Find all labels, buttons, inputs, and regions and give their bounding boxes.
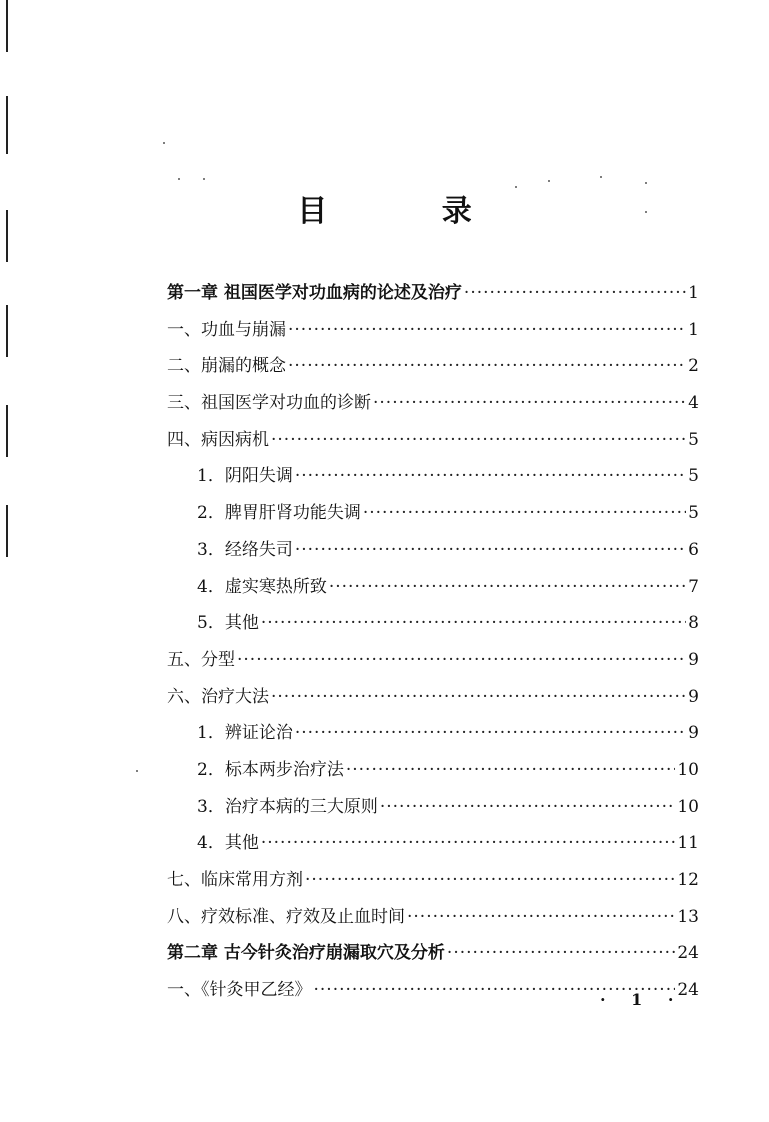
dot-leader bbox=[288, 312, 686, 349]
dot-leader bbox=[346, 752, 676, 789]
toc-entry-page: 12 bbox=[677, 870, 699, 890]
dot-leader bbox=[271, 422, 686, 459]
toc-entry-page: 9 bbox=[688, 649, 699, 670]
scan-edge-mark bbox=[6, 96, 8, 154]
toc-entry-page: 8 bbox=[688, 613, 699, 634]
dot-leader bbox=[373, 385, 686, 422]
toc-title: 目 录 bbox=[297, 194, 524, 229]
toc-entry[interactable] bbox=[167, 312, 699, 349]
scan-speck bbox=[178, 178, 180, 180]
toc-entry-label: 一、功血与崩漏 bbox=[167, 319, 286, 340]
scan-speck bbox=[203, 178, 205, 180]
toc-subentry[interactable] bbox=[167, 532, 699, 569]
toc-entry[interactable] bbox=[167, 679, 699, 716]
scan-speck bbox=[548, 180, 550, 182]
toc-subentry[interactable] bbox=[167, 569, 699, 606]
toc-entry[interactable] bbox=[167, 642, 699, 679]
toc-entry-label: 一、《针灸甲乙经》 bbox=[167, 980, 312, 1001]
toc-entry-label: 六、治疗大法 bbox=[167, 686, 269, 707]
scan-edge-mark bbox=[6, 0, 8, 52]
toc-entry-page: 9 bbox=[688, 686, 699, 707]
dot-leader bbox=[295, 715, 686, 752]
toc-entry-page: 4 bbox=[688, 393, 699, 414]
toc-entry-label: 第一章 祖国医学对功血病的论述及治疗 bbox=[167, 283, 462, 303]
dot-leader bbox=[305, 862, 675, 899]
dot-leader bbox=[288, 348, 686, 385]
dot-leader bbox=[407, 899, 675, 936]
toc-subentry[interactable] bbox=[167, 458, 699, 495]
toc-entry[interactable] bbox=[167, 899, 699, 936]
toc-entry-label: 4．其他 bbox=[197, 833, 259, 854]
scan-speck bbox=[136, 770, 138, 772]
toc-entry-label: 1．阴阳失调 bbox=[197, 466, 293, 487]
toc-entry-page: 13 bbox=[677, 906, 699, 927]
toc-entry[interactable] bbox=[167, 385, 699, 422]
toc-entry[interactable] bbox=[167, 422, 699, 459]
toc-subentry[interactable] bbox=[167, 825, 699, 862]
toc-entry-label: 3．经络失司 bbox=[197, 539, 293, 560]
dot-leader bbox=[464, 275, 686, 312]
toc-entry-label: 三、祖国医学对功血的诊断 bbox=[167, 393, 371, 414]
toc-entry-page: 10 bbox=[677, 796, 699, 817]
toc-entry[interactable] bbox=[167, 348, 699, 385]
dot-leader bbox=[261, 605, 686, 642]
toc-entry-page: 24 bbox=[677, 980, 699, 1001]
toc-entry-label: 五、分型 bbox=[167, 649, 235, 670]
toc-entry-page: 9 bbox=[688, 723, 699, 744]
dot-leader bbox=[447, 935, 675, 972]
toc-entry-page: 1 bbox=[688, 319, 699, 340]
toc-entry-label: 七、临床常用方剂 bbox=[167, 870, 303, 890]
toc-subentry[interactable] bbox=[167, 495, 699, 532]
toc-entry[interactable] bbox=[167, 862, 699, 899]
scan-edge-mark bbox=[6, 505, 8, 557]
toc-entry-label: 2．标本两步治疗法 bbox=[197, 759, 344, 780]
toc-entry-label: 二、崩漏的概念 bbox=[167, 356, 286, 377]
toc-entry-chapter-1[interactable] bbox=[167, 275, 699, 312]
toc-subentry[interactable] bbox=[167, 752, 699, 789]
dot-leader bbox=[261, 825, 676, 862]
toc-entry-label: 1．辨证论治 bbox=[197, 723, 293, 744]
dot-leader bbox=[271, 679, 686, 716]
dot-leader bbox=[363, 495, 686, 532]
scan-speck bbox=[163, 142, 165, 144]
scan-speck bbox=[600, 176, 602, 178]
toc-entry-page: 11 bbox=[677, 833, 699, 854]
toc-entry-label: 2．脾胃肝肾功能失调 bbox=[197, 503, 361, 524]
toc-entry-page: 2 bbox=[688, 356, 699, 377]
dot-leader bbox=[380, 789, 676, 826]
toc-entry-page: 6 bbox=[688, 539, 699, 560]
toc-entry-page: 24 bbox=[677, 943, 699, 964]
toc-entry-chapter-2[interactable] bbox=[167, 935, 699, 972]
toc-entry-label: 3．治疗本病的三大原则 bbox=[197, 796, 378, 817]
dot-leader bbox=[237, 642, 686, 679]
toc-entry-label: 八、疗效标准、疗效及止血时间 bbox=[167, 906, 405, 927]
toc-entry-page: 7 bbox=[688, 576, 699, 597]
toc-subentry[interactable] bbox=[167, 789, 699, 826]
toc-subentry[interactable] bbox=[167, 605, 699, 642]
scan-speck bbox=[645, 182, 647, 184]
toc-entry-label: 第二章 古今针灸治疗崩漏取穴及分析 bbox=[167, 943, 445, 964]
dot-leader bbox=[329, 569, 686, 606]
toc-entry-page: 10 bbox=[677, 759, 699, 780]
toc-entry-page: 5 bbox=[688, 466, 699, 487]
toc-entry-page: 1 bbox=[688, 283, 699, 303]
toc-entry-page: 5 bbox=[688, 429, 699, 450]
dot-leader bbox=[295, 532, 686, 569]
table-of-contents bbox=[167, 275, 699, 1009]
toc-entry-label: 5．其他 bbox=[197, 613, 259, 634]
scan-edge-mark bbox=[6, 405, 8, 457]
scan-edge-mark bbox=[6, 305, 8, 357]
dot-leader bbox=[295, 458, 686, 495]
page-number: · 1 · bbox=[600, 990, 684, 1009]
toc-entry-label: 四、病因病机 bbox=[167, 429, 269, 450]
toc-entry-page: 5 bbox=[688, 503, 699, 524]
toc-subentry[interactable] bbox=[167, 715, 699, 752]
toc-entry-label: 4．虚实寒热所致 bbox=[197, 576, 327, 597]
